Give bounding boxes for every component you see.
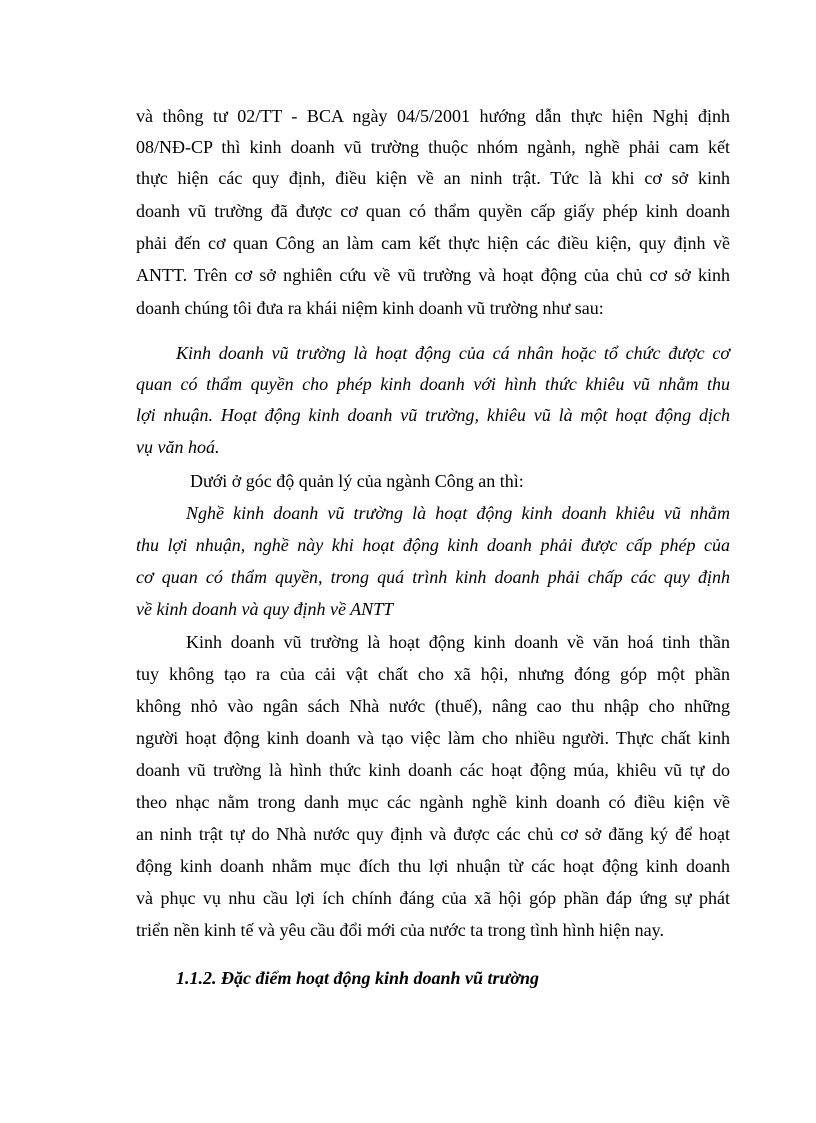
definition2-line: cơ quan có thẩm quyền, trong quá trình kinh doanh phải chấp các quy định (136, 567, 730, 587)
para1-line: doanh vũ trường đã được cơ quan có thẩm quyền cấp giấy phép kinh doanh (136, 201, 730, 221)
para2-line: động kinh doanh nhằm mục đích thu lợi nhuận từ các hoạt động kinh doanh (136, 856, 730, 876)
definition2-line: thu lợi nhuận, nghề này khi hoạt động kinh doanh phải được cấp phép của (136, 535, 730, 555)
para2-line: tuy không tạo ra của cải vật chất cho xã hội, nhưng đóng góp một phần (136, 664, 730, 684)
definition1-line: Kinh doanh vũ trường là hoạt động của cá nhân hoặc tổ chức được cơ (176, 343, 730, 363)
para2-line: Kinh doanh vũ trường là hoạt động kinh doanh về văn hoá tinh thần (186, 632, 730, 652)
definition2-line: về kinh doanh và quy định về ANTT (136, 599, 394, 619)
para2-line: người hoạt động kinh doanh và tạo việc làm cho nhiều người. Thực chất kinh (136, 728, 730, 748)
para1-line: thực hiện các quy định, điều kiện về an ninh trật. Tức là khi cơ sở kinh (136, 168, 730, 188)
para1-line: phải đến cơ quan Công an làm cam kết thực hiện các điều kiện, quy định về (136, 233, 730, 253)
para1-line: và thông tư 02/TT - BCA ngày 04/5/2001 hướng dẫn thực hiện Nghị định (136, 106, 730, 126)
para2-line: doanh vũ trường là hình thức kinh doanh các hoạt động múa, khiêu vũ tự do (136, 760, 730, 780)
para1-line: doanh chúng tôi đưa ra khái niệm kinh doanh vũ trường như sau: (136, 298, 604, 318)
definition1-line: quan có thẩm quyền cho phép kinh doanh với hình thức khiêu vũ nhằm thu (136, 374, 730, 394)
para2-line: triển nền kinh tế và yêu cầu đổi mới của nước ta trong tình hình hiện nay. (136, 920, 664, 940)
para2-line: và phục vụ nhu cầu lợi ích chính đáng của xã hội góp phần đáp ứng sự phát (136, 888, 730, 908)
police-view-intro: Dưới ở góc độ quản lý của ngành Công an thì: (190, 471, 524, 491)
para2-line: theo nhạc nằm trong danh mục các ngành nghề kinh doanh có điều kiện về (136, 792, 730, 812)
section-heading: 1.1.2. Đặc điểm hoạt động kinh doanh vũ trường (176, 968, 540, 988)
definition1-line: lợi nhuận. Hoạt động kinh doanh vũ trường, khiêu vũ là một hoạt động dịch (136, 405, 730, 425)
definition2-line: Nghề kinh doanh vũ trường là hoạt động kinh doanh khiêu vũ nhằm (186, 503, 730, 523)
para1-line: 08/NĐ-CP thì kinh doanh vũ trường thuộc nhóm ngành, nghề phải cam kết (136, 137, 730, 157)
para1-line: ANTT. Trên cơ sở nghiên cứu về vũ trường và hoạt động của chủ cơ sở kinh (136, 265, 730, 285)
para2-line: không nhỏ vào ngân sách Nhà nước (thuế), nâng cao thu nhập cho những (136, 696, 730, 716)
para2-line: an ninh trật tự do Nhà nước quy định và được các chủ cơ sở đăng ký để hoạt (136, 824, 730, 844)
definition1-line: vụ văn hoá. (136, 437, 220, 457)
